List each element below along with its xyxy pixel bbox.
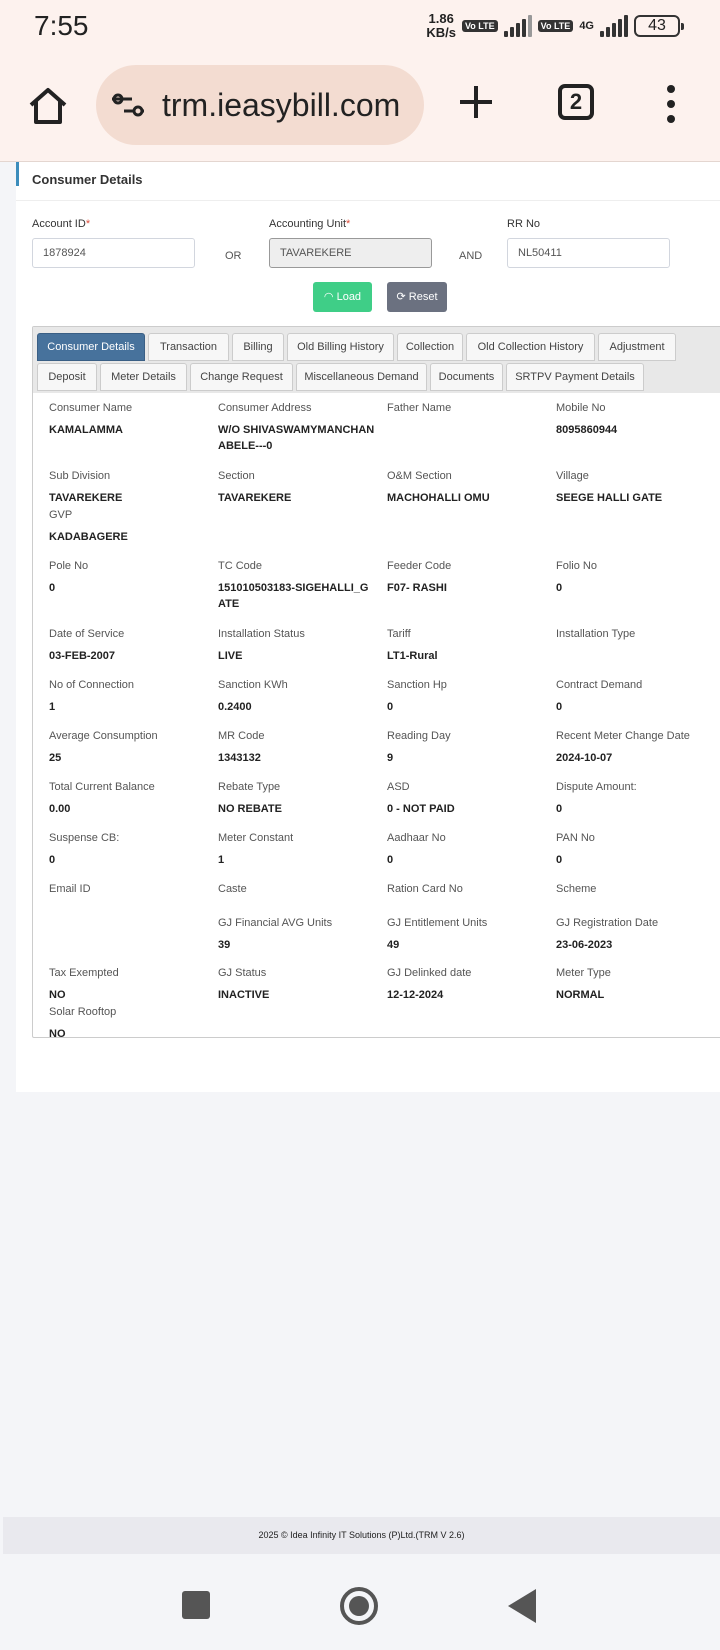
- divider: [16, 200, 720, 201]
- tab-deposit[interactable]: Deposit: [37, 363, 97, 391]
- folio-no-value: 0: [556, 582, 563, 594]
- spinner-icon: ◠: [323, 291, 337, 303]
- installation-status-value: LIVE: [218, 650, 243, 662]
- back-icon[interactable]: [508, 1589, 536, 1623]
- tab-switcher-button[interactable]: 2: [558, 84, 594, 120]
- page-content: [16, 162, 720, 1092]
- sanction-hp-value: 0: [387, 701, 394, 713]
- account-id-input[interactable]: 1878924: [32, 238, 195, 268]
- meter-constant-label: Meter Constant: [218, 832, 294, 844]
- mobile-no-value: 8095860944: [556, 424, 618, 436]
- volte-icon-2: Vo LTE: [538, 20, 574, 32]
- gvp-value: KADABAGERE: [49, 531, 128, 543]
- recents-icon[interactable]: [182, 1591, 210, 1619]
- status-indicators: [426, 12, 680, 40]
- tab-billing[interactable]: Billing: [232, 333, 284, 361]
- gj-entitlement-units-label: GJ Entitlement Units: [387, 917, 488, 929]
- rr-no-input[interactable]: NL50411: [507, 238, 670, 268]
- section-accent: [16, 162, 19, 186]
- tab-documents[interactable]: Documents: [430, 363, 503, 391]
- account-id-label: Account ID*: [32, 218, 91, 230]
- recent-meter-change-date-label: Recent Meter Change Date: [556, 730, 690, 742]
- folio-no-label: Folio No: [556, 560, 597, 572]
- rebate-type-label: Rebate Type: [218, 781, 281, 793]
- and-text: AND: [459, 250, 483, 262]
- tariff-value: LT1-Rural: [387, 650, 438, 662]
- total-current-balance-label: Total Current Balance: [49, 781, 155, 793]
- village-label: Village: [556, 470, 589, 482]
- refresh-icon: ⟳: [396, 291, 409, 303]
- pan-no-value: 0: [556, 854, 563, 866]
- pan-no-label: PAN No: [556, 832, 595, 844]
- section-value: TAVAREKERE: [218, 492, 292, 504]
- sub-division-label: Sub Division: [49, 470, 111, 482]
- tc-code-value: 151010503183-SIGEHALLI_G ATE: [218, 582, 369, 610]
- tabs-panel: [32, 326, 720, 1038]
- tab-old-billing-history[interactable]: Old Billing History: [287, 333, 394, 361]
- recent-meter-change-date-value: 2024-10-07: [556, 752, 613, 764]
- suspense-cb-label: Suspense CB:: [49, 832, 120, 844]
- network-type: 4G: [579, 20, 594, 32]
- reading-day-value: 9: [387, 752, 394, 764]
- scheme-label: Scheme: [556, 883, 597, 895]
- pole-no-value: 0: [49, 582, 56, 594]
- installation-type-label: Installation Type: [556, 628, 636, 640]
- no-of-connection-label: No of Connection: [49, 679, 134, 691]
- village-value: SEEGE HALLI GATE: [556, 492, 663, 504]
- section-label: Section: [218, 470, 255, 482]
- om-section-value: MACHOHALLI OMU: [387, 492, 490, 504]
- om-section-label: O&M Section: [387, 470, 452, 482]
- tab-adjustment[interactable]: Adjustment: [598, 333, 676, 361]
- nav-home-icon[interactable]: [340, 1587, 378, 1625]
- mr-code-label: MR Code: [218, 730, 265, 742]
- load-button[interactable]: ◠ Load: [313, 282, 372, 312]
- url-text: trm.ieasybill.com: [162, 87, 401, 123]
- pole-no-label: Pole No: [49, 560, 89, 572]
- sanction-kwh-label: Sanction KWh: [218, 679, 288, 691]
- feeder-code-value: F07- RASHI: [387, 582, 447, 594]
- tab-collection[interactable]: Collection: [397, 333, 463, 361]
- tax-exempted-value: NO: [49, 989, 66, 1001]
- consumer-name-label: Consumer Name: [49, 402, 133, 414]
- tab-bar: [33, 327, 720, 393]
- system-nav-bar: [0, 1554, 720, 1650]
- page-title: Consumer Details: [32, 172, 143, 187]
- email-id-label: Email ID: [49, 883, 91, 895]
- tab-change-request[interactable]: Change Request: [190, 363, 293, 391]
- contract-demand-label: Contract Demand: [556, 679, 643, 691]
- tab-meter-details[interactable]: Meter Details: [100, 363, 187, 391]
- tab-consumer-details[interactable]: Consumer Details: [37, 333, 145, 361]
- more-menu-icon[interactable]: [664, 84, 678, 124]
- feeder-code-label: Feeder Code: [387, 560, 452, 572]
- battery-icon: 43: [634, 15, 680, 37]
- ration-card-no-label: Ration Card No: [387, 883, 463, 895]
- gj-delinked-date-label: GJ Delinked date: [387, 967, 472, 979]
- signal-icon-2: [600, 15, 628, 37]
- aadhaar-no-value: 0: [387, 854, 394, 866]
- meter-type-label: Meter Type: [556, 967, 611, 979]
- caste-label: Caste: [218, 883, 247, 895]
- date-of-service-value: 03-FEB-2007: [49, 650, 116, 662]
- home-icon[interactable]: [26, 84, 70, 128]
- status-time: 7:55: [34, 10, 89, 41]
- gj-financial-avg-units-value: 39: [218, 939, 231, 951]
- or-text: OR: [225, 250, 242, 262]
- gj-financial-avg-units-label: GJ Financial AVG Units: [218, 917, 333, 929]
- accounting-unit-label: Accounting Unit*: [269, 218, 351, 230]
- sub-division-value: TAVAREKERE: [49, 492, 123, 504]
- solar-rooftop-label: Solar Rooftop: [49, 1006, 117, 1018]
- total-current-balance-value: 0.00: [49, 803, 71, 815]
- mobile-no-label: Mobile No: [556, 402, 606, 414]
- reset-button[interactable]: ⟳ Reset: [387, 282, 447, 312]
- date-of-service-label: Date of Service: [49, 628, 125, 640]
- installation-status-label: Installation Status: [218, 628, 305, 640]
- browser-toolbar: [0, 54, 720, 162]
- tab-transaction[interactable]: Transaction: [148, 333, 229, 361]
- gj-status-label: GJ Status: [218, 967, 267, 979]
- tax-exempted-label: Tax Exempted: [49, 967, 119, 979]
- asd-label: ASD: [387, 781, 410, 793]
- accounting-unit-select[interactable]: TAVAREKERE: [269, 238, 432, 268]
- rr-no-label: RR No: [507, 218, 541, 230]
- mr-code-value: 1343132: [218, 752, 261, 764]
- tab-old-collection-history[interactable]: Old Collection History: [466, 333, 595, 361]
- page-footer: 2025 © Idea Infinity IT Solutions (P)Ltd.(TRM V 2.6): [3, 1517, 720, 1554]
- tab-miscellaneous-demand[interactable]: Miscellaneous Demand: [296, 363, 427, 391]
- gj-delinked-date-value: 12-12-2024: [387, 989, 444, 1001]
- consumer-address-value: W/O SHIVASWAMYMANCHAN ABELE---0: [218, 424, 375, 452]
- gj-registration-date-value: 23-06-2023: [556, 939, 613, 951]
- tariff-label: Tariff: [387, 628, 411, 640]
- status-bar: [0, 0, 720, 54]
- no-of-connection-value: 1: [49, 701, 56, 713]
- sanction-hp-label: Sanction Hp: [387, 679, 447, 691]
- gj-registration-date-label: GJ Registration Date: [556, 917, 659, 929]
- dispute-amount-value: 0: [556, 803, 563, 815]
- gj-status-value: INACTIVE: [218, 989, 270, 1001]
- network-speed: 1.86 KB/s: [426, 11, 456, 40]
- site-settings-icon[interactable]: [110, 91, 146, 119]
- meter-constant-value: 1: [218, 854, 225, 866]
- tc-code-label: TC Code: [218, 560, 263, 572]
- contract-demand-value: 0: [556, 701, 563, 713]
- consumer-address-label: Consumer Address: [218, 402, 312, 414]
- tab-srtpv-payment-details[interactable]: SRTPV Payment Details: [506, 363, 644, 391]
- gvp-label: GVP: [49, 509, 73, 521]
- father-name-label: Father Name: [387, 402, 452, 414]
- address-bar[interactable]: [96, 65, 424, 145]
- sanction-kwh-value: 0.2400: [218, 701, 252, 713]
- consumer-name-value: KAMALAMMA: [49, 424, 123, 436]
- suspense-cb-value: 0: [49, 854, 56, 866]
- dispute-amount-label: Dispute Amount:: [556, 781, 637, 793]
- gj-entitlement-units-value: 49: [387, 939, 400, 951]
- aadhaar-no-label: Aadhaar No: [387, 832, 446, 844]
- meter-type-value: NORMAL: [556, 989, 605, 1001]
- asd-value: 0 - NOT PAID: [387, 803, 455, 815]
- signal-icon: [504, 15, 532, 37]
- new-tab-icon[interactable]: [456, 82, 496, 122]
- solar-rooftop-value: NO: [49, 1028, 66, 1040]
- reading-day-label: Reading Day: [387, 730, 451, 742]
- average-consumption-label: Average Consumption: [49, 730, 158, 742]
- volte-icon: Vo LTE: [462, 20, 498, 32]
- average-consumption-value: 25: [49, 752, 62, 764]
- rebate-type-value: NO REBATE: [218, 803, 282, 815]
